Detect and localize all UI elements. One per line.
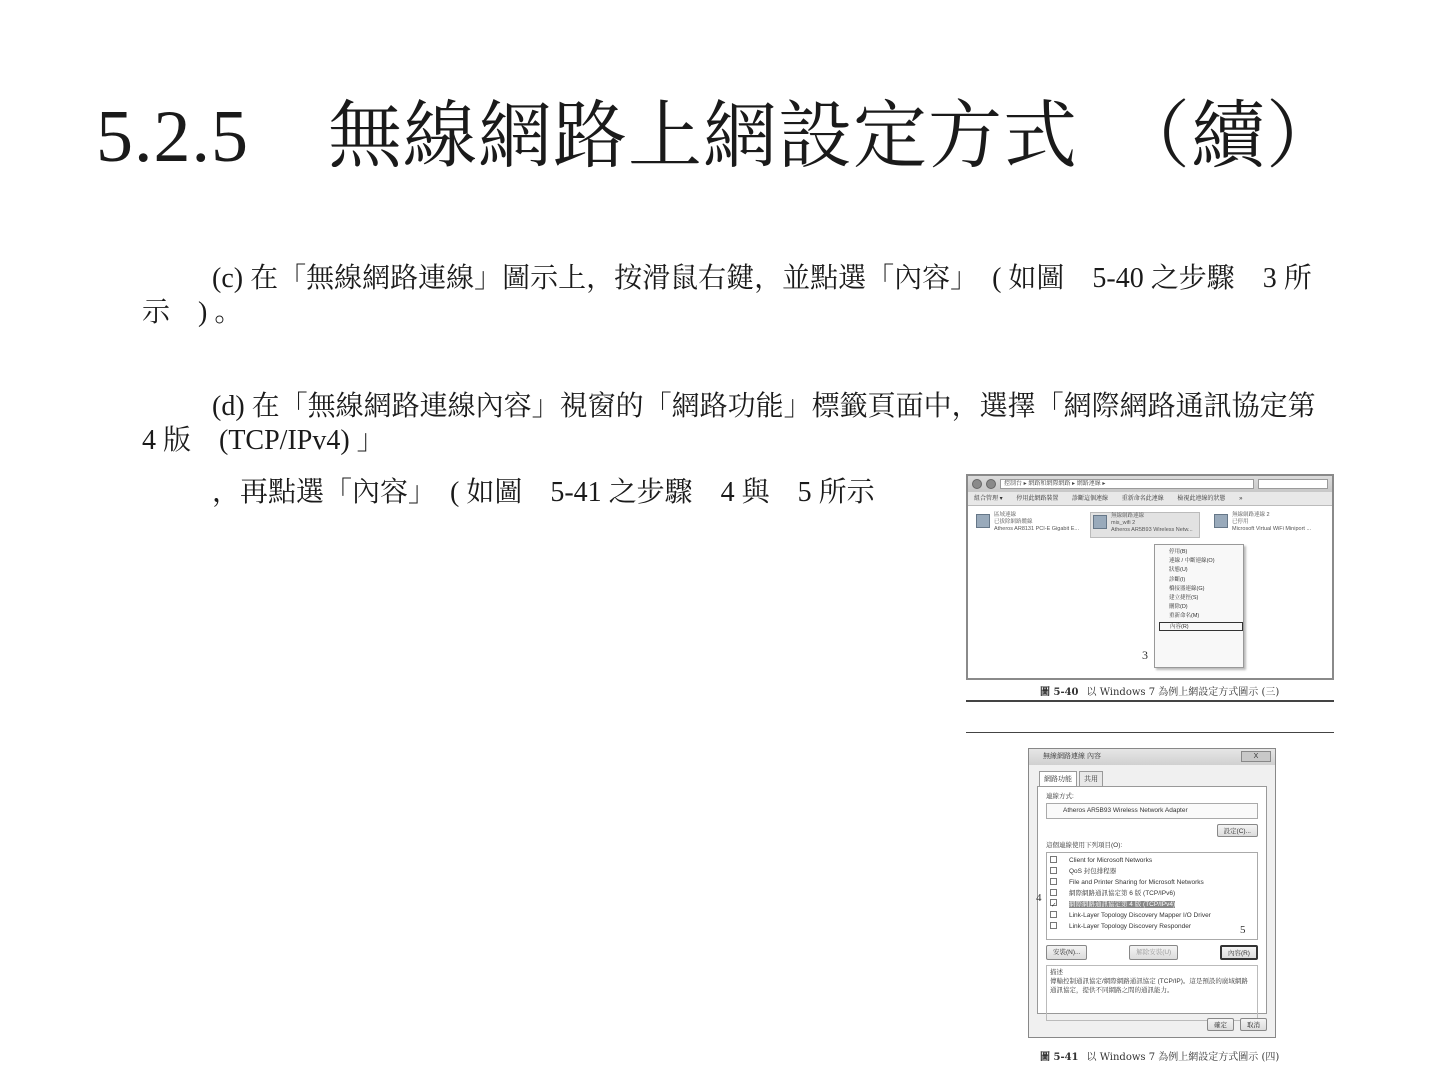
search-box	[1258, 479, 1328, 489]
paragraph-c-text: (c) 在「無線網路連線」圖示上，按滑鼠右鍵，並點選「內容」 ( 如圖 5-40 之步驟 3 所示 ) 。	[142, 263, 1312, 328]
wireless-adapter-icon	[1093, 515, 1107, 529]
description-box: 描述 傳輸控制通訊協定/網際網路通訊協定 (TCP/IP)。這是預設的廣域網路通訊協定，提供不同網路之間的通訊能力。	[1046, 965, 1258, 1021]
networking-panel	[1037, 786, 1267, 1014]
connection-item: 區域連線 已拔除網路纜線 Atheros AR8131 PCI-E Gigabit E...	[974, 512, 1084, 538]
figure-5-40-caption: 圖 5-40 以 Windows 7 為例上網設定方式圖示 (三)	[1040, 687, 1280, 698]
figure-5-41-dialog	[1028, 748, 1276, 1038]
network-adapter-icon	[976, 514, 990, 528]
title-text: 無線網路上網設定方式 （續）	[328, 96, 1341, 178]
network-adapter-icon	[1214, 514, 1228, 528]
close-icon: X	[1241, 751, 1271, 762]
context-menu-item: 刪除(D)	[1169, 604, 1188, 611]
paragraph-d-continued: ，再點選「內容」 ( 如圖 5-41 之步驟 4 與 5 所示	[212, 477, 875, 508]
slide-title	[96, 92, 1356, 182]
context-menu-item-properties: 內容(R)	[1159, 622, 1243, 631]
adapter-field: Atheros AR5B93 Wireless Network Adapter	[1046, 803, 1258, 819]
connect-using-label: 連線方式:	[1046, 793, 1074, 800]
list-item: Client for Microsoft Networks	[1050, 855, 1254, 866]
items-label: 這個連線使用下列項目(O):	[1046, 842, 1123, 849]
list-item-selected: ✓ 網際網路通訊協定第 4 版 (TCP/IPv4)	[1051, 901, 1176, 909]
address-path: 控制台 ▸ 網路和網際網路 ▸ 網路連線 ▸	[1000, 479, 1254, 489]
step-5-marker: 5	[1240, 924, 1246, 936]
tab-sharing: 共用	[1079, 771, 1103, 786]
dialog-buttons	[1207, 1018, 1267, 1031]
list-item: Link-Layer Topology Discovery Mapper I/O Driver	[1050, 910, 1254, 921]
context-menu-item: 重新命名(M)	[1169, 613, 1200, 620]
ok-button: 確定	[1207, 1018, 1234, 1031]
divider-rule	[966, 700, 1334, 702]
uninstall-button: 解除安裝(U)	[1129, 945, 1178, 960]
context-menu-item: 狀態(U)	[1169, 567, 1188, 574]
connection-item: 無線網路連線 2 已停用 Microsoft Virtual WiFi Miniport ...	[1212, 512, 1322, 538]
context-menu-item: 建立捷徑(S)	[1169, 594, 1199, 601]
connection-item-selected: 無線網路連線 mis_wifi 2 Atheros AR5B93 Wireless Netw...	[1090, 512, 1200, 538]
dialog-title-bar: 無線網路連線 內容 X	[1029, 749, 1275, 765]
list-item: QoS 封包排程器	[1050, 866, 1254, 877]
context-menu-item: 診斷(I)	[1169, 576, 1186, 583]
back-icon	[972, 479, 982, 489]
toolbar-item: 停用此網路裝置	[1016, 496, 1059, 502]
explorer-toolbar	[968, 492, 1332, 506]
toolbar-item: »	[1239, 496, 1243, 502]
properties-button: 內容(R)	[1220, 945, 1258, 960]
toolbar-item: 檢視此連線的狀態	[1177, 496, 1226, 502]
context-menu-item: 停用(B)	[1169, 549, 1188, 555]
configure-button: 設定(C)...	[1217, 824, 1258, 837]
paragraph-d-text: (d) 在「無線網路連線內容」視窗的「網路功能」標籤頁面中，選擇「網際網路通訊協定第 4 版 (TCP/IPv4) 」	[142, 391, 1344, 456]
figure-5-41-caption: 圖 5-41 以 Windows 7 為例上網設定方式圖示 (四)	[1040, 1052, 1280, 1063]
cancel-button: 取消	[1240, 1018, 1267, 1031]
context-menu-item: 連線 / 中斷連線(O)	[1169, 558, 1215, 565]
toolbar-item: 診斷這個連線	[1072, 496, 1109, 502]
toolbar-item: 組合管理 ▾	[974, 496, 1003, 502]
list-item: Link-Layer Topology Discovery Responder	[1050, 921, 1254, 932]
paragraph-c	[142, 262, 1352, 330]
paragraph-d	[142, 390, 1352, 458]
forward-icon	[986, 479, 996, 489]
step-3-marker: 3	[1142, 648, 1148, 662]
tab-networking: 網路功能	[1039, 771, 1077, 786]
figure-5-40-screenshot	[966, 474, 1334, 680]
section-number: 5.2.5	[96, 96, 249, 178]
connections-pane	[968, 506, 1332, 678]
context-menu	[1154, 544, 1244, 668]
dialog-tabs	[1029, 765, 1275, 786]
explorer-address-bar	[968, 476, 1332, 492]
components-list	[1046, 852, 1258, 940]
component-buttons	[1046, 945, 1258, 960]
install-button: 安裝(N)...	[1046, 945, 1087, 960]
context-menu-item: 橋接器連線(G)	[1169, 585, 1205, 592]
list-item: File and Printer Sharing for Microsoft Networks	[1050, 877, 1254, 888]
divider-rule	[966, 732, 1334, 733]
step-4-marker: 4	[1036, 892, 1042, 904]
toolbar-item: 重新命名此連線	[1121, 496, 1164, 502]
list-item: 網際網路通訊協定第 6 版 (TCP/IPv6)	[1050, 888, 1254, 899]
